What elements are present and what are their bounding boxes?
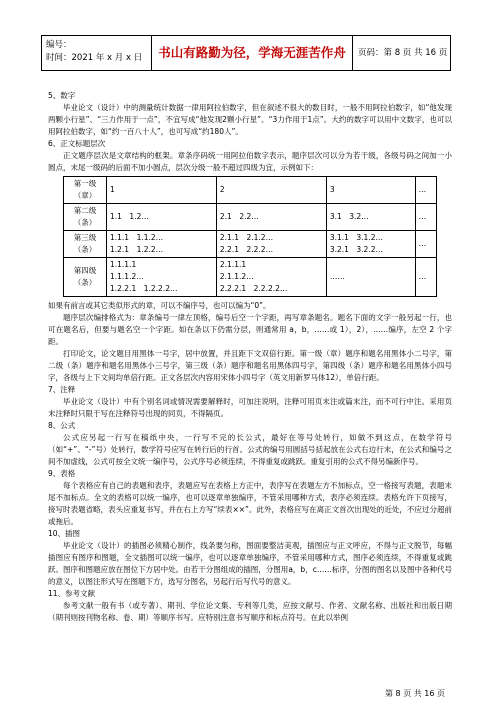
section-11-paragraph: 参考文献一般有书（或专著）、期刊、学位论文集、专利等几类，应按文献号、作者、文献名称、出版社和出版日期（期刊则按刊物名称、卷、期）等顺序书写。应特别注意书写顺序和标点符号。在此以举例 — [48, 601, 452, 622]
section-6-paragraph-3: 打印论文，论文题目用黑体一号字，居中放置，并且距下文双倍行距。第一级（章）题序和题名用黑体小二号字，第二级（条）题序和题名用黑体小三号字，第三级（条）题序和题名用黑体四号字，第四级（条）题序和题名用黑体小四号字，各级与上下文间均单倍行距。正文各层次内容用宋体小四号字（英文用新罗马体12），单倍行距。 — [48, 349, 452, 382]
table-row — [64, 204, 437, 231]
section-5-paragraph: 毕业论文（设计）中的测量统计数据一律用阿拉伯数字，但在叙述不很大的数目时，一般不用阿拉伯数字，如“他发现两颗小行星”、“三力作用于一点”，不宜写成“他发现2颗小行星”、“3力作用于1点”。大约的数字可以用中文数字，也可以用阿拉伯数字，如“约一百八十人”，也可写成“约180人”。 — [48, 103, 452, 136]
table-row — [64, 177, 437, 204]
table-cell: 3 — [326, 177, 415, 204]
table-cell: 1 — [107, 177, 217, 204]
table-cell: … — [415, 258, 436, 297]
table-cell: … — [415, 204, 436, 231]
section-6-title: 6、正文标题层次 — [48, 139, 106, 148]
section-6-paragraph-2: 题序层次编排格式为：章条编号一律左顶格，编号后空一个字距，再写章条题名。题名下面的文字一般另起一行，也可在题名后，但要与题名空一个字距。如在条以下仍需分层，则通常用 a，b，……或 1），2），……编序，左空 2 个字距。 — [48, 313, 452, 346]
section-11-title: 11、参考文献 — [48, 589, 96, 598]
table-cell: 1.1.1.1 1.1.1.2… 1.2.2.1 1.2.2.2… — [107, 258, 217, 297]
table-cell: 3.1 3.2… — [326, 204, 415, 231]
section-9-title: 9、表格 — [48, 469, 76, 478]
section-6-note: 如果有前言或其它类似形式的章，可以不编序号，也可以编为“0”。 — [48, 301, 271, 310]
section-5-title: 5、数字 — [48, 91, 76, 100]
level-head: 第四级（条） — [64, 258, 107, 297]
table-cell: 3.1.1 3.1.2… 3.2.1 3.2.2… — [326, 231, 415, 258]
section-9-paragraph: 每个表格应有自己的表题和表序，表题应写在表格上方正中，表序写在表题左方不加标点，空一格接写表题，表题末尾不加标点。全文的表格可以统一编序，也可以逐章单独编序，不管采用哪种方式，表序必须连续。表格允许下页接写，接写时表题省略，表头应重复书写，并在右上方写“续表××”。此外，表格应写在离正文首次出现处的近处，不应过分超前或拖后。 — [48, 481, 452, 526]
header-page-info: 页码：第 8 页 共 16 页 — [358, 48, 448, 58]
time-label: 时间：2021 年 x 月 x 日 — [46, 53, 143, 63]
table-cell: 2.1.1.1 2.1.1.2… 2.2.2.1 2.2.2.2… — [216, 258, 326, 297]
table-row — [64, 231, 437, 258]
table-cell: …… — [326, 258, 415, 297]
section-10-title: 10、插图 — [48, 529, 81, 538]
section-6-paragraph-1: 正文题序层次是文章结构的框架。章条序码统一用阿拉伯数字表示，题序层次可以分为若干级，各级号码之间加一小圆点，末尾一级码的后面不加小圆点，层次分级一般不超过四级为宜，示例如下： — [48, 151, 452, 172]
table-cell: … — [415, 177, 436, 204]
header-slogan: 书山有路勤为径，学海无涯苦作舟 — [152, 36, 353, 70]
table-row — [64, 258, 437, 297]
number-label: 编号： — [46, 40, 72, 50]
section-8-title: 8、公式 — [48, 421, 76, 430]
table-cell: 2 — [216, 177, 326, 204]
section-7-paragraph: 毕业论文（设计）中有个别名词或情况需要解释时，可加注说明，注释可用页末注或篇末注，而不可行中注。采用页末注释时只限于写在注释符号出现的同页，不得隔页。 — [48, 397, 452, 418]
level-head: 第二级（条） — [64, 204, 107, 231]
table-cell: 1.1 1.2… — [107, 204, 217, 231]
header-meta — [42, 36, 152, 70]
table-cell: 2.1.1 2.1.2… 2.2.1 2.2.2… — [216, 231, 326, 258]
page-header — [41, 35, 451, 71]
level-head: 第三级（条） — [64, 231, 107, 258]
table-cell: … — [415, 231, 436, 258]
section-7-title: 7、注释 — [48, 385, 76, 394]
level-head: 第一级（章） — [64, 177, 107, 204]
table-cell: 2.1 2.2… — [216, 204, 326, 231]
section-10-paragraph: 毕业论文（设计）的插图必须精心制作，线条要匀称，图面要整洁美观，插图应与正文呼应，不得与正文脱节，每幅插图应有图序和图题，全文插图可以统一编序，也可以逐章单独编序，不管采用哪种方式，图序必须连续，不得重复或跳跃。图序和图题应放在图位下方居中处。由若干分图组成的插图，分图用a，b，c……标序，分图的图名以及图中各种代号的意义，以图注形式写在图题下方，选写分图名，另起行后写代号的意义。 — [48, 541, 452, 586]
section-8-paragraph: 公式应另起一行写在稿纸中央，一行写不完的长公式，最好在等号处转行，如做不到这点，在数学符号（如“+”、“-”号）处转行，数学符号应写在转行后的行首。公式的编号用圆括号括起放在公式右边行末，在公式和编号之间不加虚线，公式可按全文统一编序号，公式序号必须连续，不得重复或跳跃。重复引用的公式不得另编新序号。 — [48, 433, 452, 466]
heading-level-table — [63, 176, 437, 297]
page-footer: 第 8 页 共 16 页 — [385, 689, 445, 698]
table-cell: 1.1.1 1.1.2… 1.2.1 1.2.2… — [107, 231, 217, 258]
document-body — [48, 90, 452, 624]
